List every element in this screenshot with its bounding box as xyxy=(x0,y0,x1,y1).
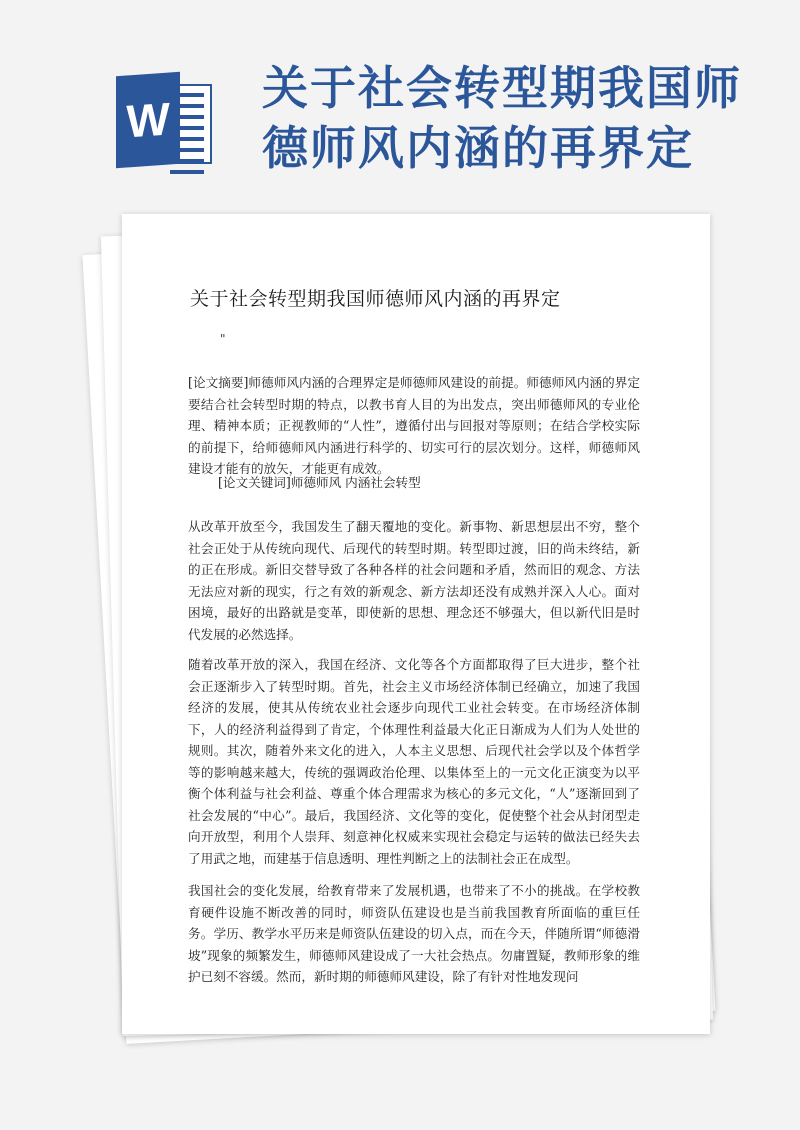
hero-title: 关于社会转型期我国师德师风内涵的再界定 xyxy=(262,61,742,175)
abstract-paragraph: [论文摘要]师德师风内涵的合理界定是师德师风建设的前提。师德师风内涵的界定要结合社会转型时期的特点，以教书育人目的为出发点，突出师德师风的专业伦理、精神本质；正视教师的“人性”，遵循付出与回报对等原则；在结合学校实际的前提下，给师德师风内涵进行科学的、切实可行的层次划分。这样，师德师风建设才能有的放矢，才能更有成效。 xyxy=(188,375,640,476)
document-title: 关于社会转型期我国师德师风内涵的再界定 xyxy=(190,288,561,310)
word-badge: W xyxy=(116,72,180,168)
body-paragraph-2: 随着改革开放的深入，我国在经济、文化等各个方面都取得了巨大进步，整个社会正逐渐步入了转型时期。首先，社会主义市场经济体制已经确立，加速了我国经济的发展，使其从传统农业社会逐步向现代工业社会转变。在市场经济体制下，人的经济利益得到了肯定，个体理性利益最大化正日渐成为人们为人处世的规则。其次，随着外来文化的进入，人本主义思想、后现代社会学以及个体哲学等的影响越来越大，传统的强调政治伦理、以集体至上的一元文化正演变为以平衡个体利益与社会利益、尊重个体合理需求为核心的多元文化，“人”逐渐回到了社会发展的“中心”。最后，我国经济、文化等的变化，促使整个社会从封闭型走向开放型，利用个人崇拜、刻意神化权威来实现社会稳定与运转的做法已经失去了用武之地，而建基于信息透明、理性判断之上的法制社会正在成型。 xyxy=(188,657,640,866)
keywords-line: [论文关键词]师德师风 内涵社会转型 xyxy=(218,475,421,490)
quote-mark: " xyxy=(220,332,226,346)
body-paragraph-3: 我国社会的变化发展，给教育带来了发展机遇，也带来了不小的挑战。在学校教育硬件设施不断改善的同时，师资队伍建设也是当前我国教育所面临的重巨任务。学历、教学水平历来是师资队伍建设的切入点，而在今天，伴随所谓“师德滑坡”现象的频繁发生，师德师风建设成了一大社会热点。勿庸置疑，教师形象的维护已刻不容缓。然而，新时期的师德师风建设，除了有针对性地发现问 xyxy=(188,883,640,984)
word-icon xyxy=(110,68,220,178)
document-page xyxy=(122,214,710,1034)
body-paragraph-1: 从改革开放至今，我国发生了翻天覆地的变化。新事物、新思想层出不穷，整个社会正处于从传统向现代、后现代的转型时期。转型即过渡，旧的尚未终结，新的正在形成。新旧交替导致了各种各样的社会问题和矛盾，然而旧的观念、方法无法应对新的现实，行之有效的新观念、新方法却还没有成熟并深入人心。面对困境，最好的出路就是变革，即使新的思想、理念还不够强大，但以新代旧是时代发展的必然选择。 xyxy=(188,519,640,642)
